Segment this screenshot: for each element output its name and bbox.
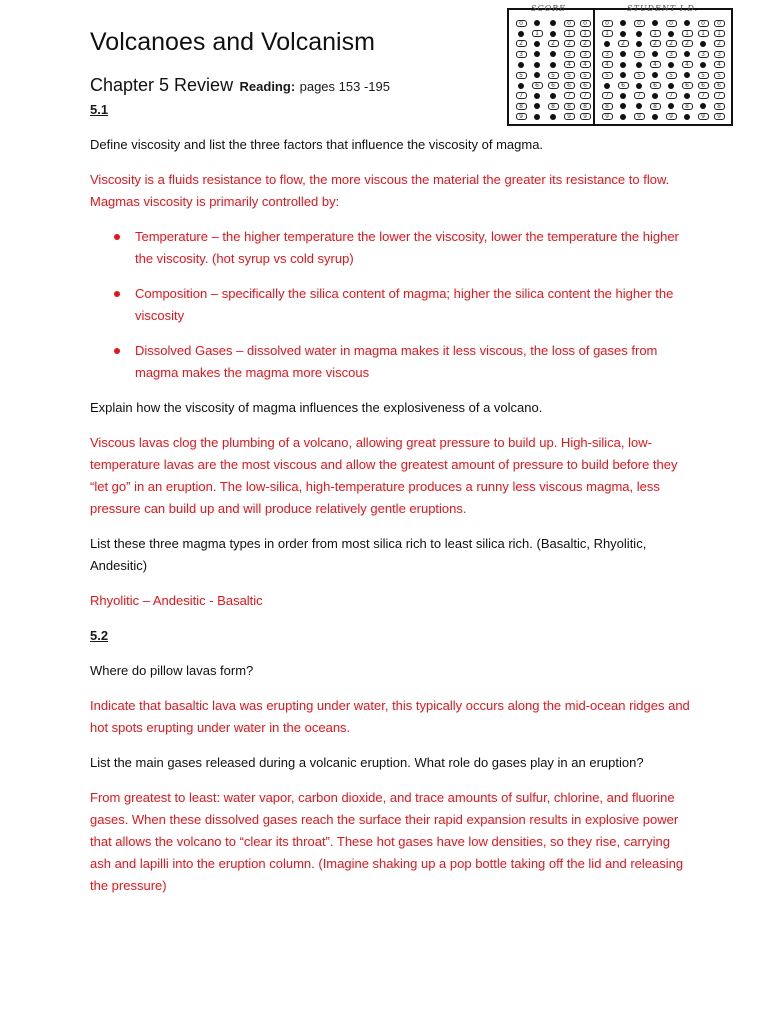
empty-bubble-icon: 1: [650, 30, 661, 37]
empty-bubble-icon: 0: [564, 20, 575, 27]
chapter-heading: Chapter 5 Review: [90, 75, 234, 95]
answer-text: Viscosity is a fluids resistance to flow, the more viscous the material the greater its resistance to flow. Magmas viscosity is primarily controlled by:: [90, 172, 670, 209]
empty-bubble-icon: 2: [516, 40, 527, 47]
empty-bubble-icon: 1: [532, 30, 543, 37]
filled-bubble-icon: [700, 62, 706, 68]
empty-bubble-icon: 2: [666, 40, 677, 47]
answer-text: Rhyolitic – Andesitic - Basaltic: [90, 593, 263, 608]
answer-text: From greatest to least: water vapor, carbon dioxide, and trace amounts of sulfur, chlorine, and fluorine gases. When these dissolved gases reach the surface their rapid expansion results in explosive power that allows the volcano to “clear its throat”. These hot gases have low densities, so they rise, carrying ash and lapilli into the eruption column. (Imagine shaking up a pop bottle taking off the lid and releasing the pressure): [90, 790, 684, 893]
empty-bubble-icon: 0: [714, 20, 725, 27]
empty-bubble-icon: 3: [602, 51, 613, 58]
empty-bubble-icon: 2: [580, 40, 591, 47]
empty-bubble-icon: 7: [666, 92, 677, 99]
empty-bubble-icon: 2: [564, 40, 575, 47]
empty-bubble-icon: 9: [602, 113, 613, 120]
chapter-line: [90, 72, 690, 100]
bullet-icon: [114, 348, 120, 354]
empty-bubble-icon: 1: [564, 30, 575, 37]
empty-bubble-icon: 3: [516, 51, 527, 58]
empty-bubble-icon: 7: [580, 92, 591, 99]
student-id-label: STUDENT I.D.: [627, 4, 699, 13]
section-heading: 5.2: [90, 628, 109, 643]
empty-bubble-icon: 0: [698, 20, 709, 27]
empty-bubble-icon: 0: [580, 20, 591, 27]
empty-bubble-icon: 2: [682, 40, 693, 47]
empty-bubble-icon: 9: [714, 113, 725, 120]
empty-bubble-icon: 5: [666, 72, 677, 79]
empty-bubble-icon: 6: [618, 82, 629, 89]
empty-bubble-icon: 8: [714, 103, 725, 110]
empty-bubble-icon: 2: [714, 40, 725, 47]
empty-bubble-icon: 8: [548, 103, 559, 110]
reading-pages: pages 153 -195: [299, 79, 390, 94]
reading-label: Reading:: [239, 79, 296, 94]
empty-bubble-icon: 3: [666, 51, 677, 58]
empty-bubble-icon: 4: [714, 61, 725, 68]
filled-bubble-icon: [700, 41, 706, 47]
empty-bubble-icon: 3: [714, 51, 725, 58]
page-title: Volcanoes and Volcanism: [90, 28, 375, 56]
empty-bubble-icon: 9: [698, 113, 709, 120]
empty-bubble-icon: 1: [714, 30, 725, 37]
empty-bubble-icon: 5: [564, 72, 575, 79]
empty-bubble-icon: 2: [650, 40, 661, 47]
empty-bubble-icon: 9: [516, 113, 527, 120]
empty-bubble-icon: 0: [666, 20, 677, 27]
empty-bubble-icon: 5: [698, 72, 709, 79]
empty-bubble-icon: 4: [650, 61, 661, 68]
empty-bubble-icon: 8: [516, 103, 527, 110]
empty-bubble-icon: 6: [682, 82, 693, 89]
empty-bubble-icon: 4: [564, 61, 575, 68]
factor-text: Dissolved Gases – dissolved water in magma makes it less viscous, the loss of gases from magma makes the magma more viscous: [135, 343, 658, 380]
empty-bubble-icon: 5: [714, 72, 725, 79]
empty-bubble-icon: 1: [698, 30, 709, 37]
empty-bubble-icon: 8: [564, 103, 575, 110]
factor-list-item: [90, 226, 690, 270]
empty-bubble-icon: 8: [650, 103, 661, 110]
empty-bubble-icon: 6: [532, 82, 543, 89]
empty-bubble-icon: 7: [634, 92, 645, 99]
empty-bubble-icon: 8: [682, 103, 693, 110]
empty-bubble-icon: 4: [580, 61, 591, 68]
section-heading: 5.1: [90, 102, 109, 117]
empty-bubble-icon: 6: [548, 82, 559, 89]
empty-bubble-icon: 5: [602, 72, 613, 79]
document-page: [90, 24, 690, 910]
answer-text: Viscous lavas clog the plumbing of a volcano, allowing great pressure to build up. High-silica, low-temperature lavas are the most viscous and allow the greatest amount of pressure to build before they “let go” in an eruption. The low-silica, high-temperature produces a runny less viscous magma, less pressure can build up and will produce relatively gentle eruptions.: [90, 435, 678, 516]
empty-bubble-icon: 3: [698, 51, 709, 58]
empty-bubble-icon: 7: [516, 92, 527, 99]
question-text: Explain how the viscosity of magma influences the explosiveness of a volcano.: [90, 400, 543, 415]
empty-bubble-icon: 1: [602, 30, 613, 37]
empty-bubble-icon: 7: [602, 92, 613, 99]
empty-bubble-icon: 6: [650, 82, 661, 89]
bullet-icon: [114, 234, 120, 240]
empty-bubble-icon: 6: [580, 82, 591, 89]
empty-bubble-icon: 2: [618, 40, 629, 47]
empty-bubble-icon: 0: [516, 20, 527, 27]
question-text: Define viscosity and list the three factors that influence the viscosity of magma.: [90, 137, 544, 152]
empty-bubble-icon: 1: [682, 30, 693, 37]
empty-bubble-icon: 6: [714, 82, 725, 89]
empty-bubble-icon: 6: [564, 82, 575, 89]
factor-text: Composition – specifically the silica content of magma; higher the silica content the higher the viscosity: [135, 286, 674, 323]
bullet-icon: [114, 291, 120, 297]
empty-bubble-icon: 9: [564, 113, 575, 120]
filled-bubble-icon: [700, 103, 706, 109]
empty-bubble-icon: 3: [564, 51, 575, 58]
empty-bubble-icon: 0: [634, 20, 645, 27]
factor-text: Temperature – the higher temperature the lower the viscosity, lower the temperature the higher the viscosity. (hot syrup vs cold syrup): [135, 229, 679, 266]
review-content: [90, 100, 690, 897]
empty-bubble-icon: 5: [548, 72, 559, 79]
empty-bubble-icon: 4: [682, 61, 693, 68]
empty-bubble-icon: 8: [602, 103, 613, 110]
empty-bubble-icon: 7: [714, 92, 725, 99]
empty-bubble-icon: 1: [580, 30, 591, 37]
empty-bubble-icon: 5: [634, 72, 645, 79]
empty-bubble-icon: 0: [602, 20, 613, 27]
answer-text: Indicate that basaltic lava was erupting under water, this typically occurs along the mid-ocean ridges and hot spots erupting under water in the oceans.: [90, 698, 690, 735]
empty-bubble-icon: 5: [580, 72, 591, 79]
factor-list-item: [90, 340, 690, 384]
empty-bubble-icon: 4: [602, 61, 613, 68]
empty-bubble-icon: 6: [698, 82, 709, 89]
empty-bubble-icon: 8: [580, 103, 591, 110]
empty-bubble-icon: 9: [580, 113, 591, 120]
empty-bubble-icon: 7: [564, 92, 575, 99]
factor-list: [90, 226, 690, 384]
factor-list-item: [90, 283, 690, 327]
empty-bubble-icon: 5: [516, 72, 527, 79]
empty-bubble-icon: 3: [634, 51, 645, 58]
empty-bubble-icon: 7: [698, 92, 709, 99]
empty-bubble-icon: 3: [580, 51, 591, 58]
question-text: List these three magma types in order from most silica rich to least silica rich. (Basaltic, Rhyolitic, Andesitic): [90, 536, 647, 573]
question-text: Where do pillow lavas form?: [90, 663, 254, 678]
score-label: SCORE: [531, 4, 567, 13]
empty-bubble-icon: 9: [666, 113, 677, 120]
question-text: List the main gases released during a volcanic eruption. What role do gases play in an eruption?: [90, 755, 644, 770]
empty-bubble-icon: 9: [634, 113, 645, 120]
empty-bubble-icon: 2: [548, 40, 559, 47]
